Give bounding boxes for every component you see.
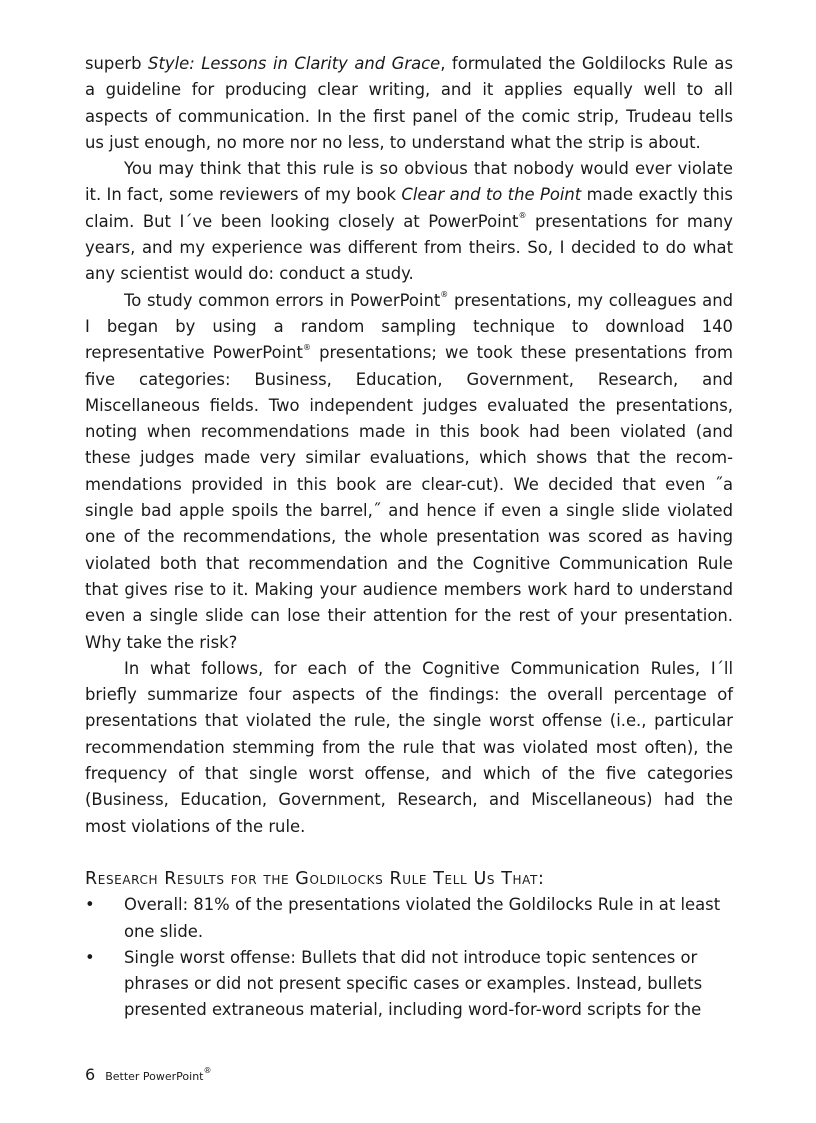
paragraph-3 xyxy=(85,288,733,656)
paragraph-2-text-middle: made exactly this claim. But I´ve been looking closely at PowerPoint xyxy=(85,185,733,231)
paragraph-4: In what follows, for each of the Cognitive Communication Rules, I´ll briefly summarize four aspects of the findings: the overall percentage of presentations that violated the rule, the single worst offense (i.e., particular recommendation stemming from the rule that was violated most often), the frequency of that single worst offense, and which of the five categories (Business, Education, Government, Research, and Miscellaneous) had the most violations of the rule. xyxy=(85,658,733,836)
paragraph-2 xyxy=(85,156,733,287)
page-footer xyxy=(85,1065,211,1084)
paragraph-3-text-start: To study common errors in PowerPoint xyxy=(124,290,441,310)
book-title-style: Style: Lessons in Clarity and Grace xyxy=(148,54,441,73)
page-number: 6 xyxy=(85,1065,96,1084)
registered-mark: ® xyxy=(518,211,527,221)
registered-mark: ® xyxy=(302,342,311,352)
registered-mark: ® xyxy=(203,1066,212,1076)
running-title: Better PowerPoint xyxy=(105,1070,204,1083)
results-bullet-list xyxy=(85,892,733,1023)
list-item xyxy=(85,945,733,1024)
body-text xyxy=(85,51,733,1024)
book-title-clear-point: Clear and to the Point xyxy=(401,185,582,205)
bullet-text: Single worst offense: Bullets that did not introduce topic sentences or phrases or did not present specific cases or examples. Instead, bullets presented extraneous material, including word-for-word scripts for the xyxy=(124,947,703,1020)
paragraph-1-text-start: superb xyxy=(85,54,149,73)
paragraph-2-text-end: presentations for many years, and my experience was different from theirs. So, I decided to do what any scientist would do: conduct a study. xyxy=(85,211,733,284)
registered-mark: ® xyxy=(440,290,449,300)
paragraph-1 xyxy=(85,51,733,156)
paragraph-2-text-start: You may think that this rule is so obvious that nobody would ever violate it. In fact, some reviewers of my book xyxy=(85,159,733,205)
paragraph-1-text-end: , formulated the Goldilocks Rule as a guideline for producing clear writing, and it applies equally well to all aspects of communication. In the first panel of the comic strip, Trudeau tells us just enough, no more nor no less, to understand what the strip is about. xyxy=(85,54,734,152)
section-heading: Research Results for the Goldilocks Rule Tell Us That: xyxy=(85,868,545,889)
bullet-icon: • xyxy=(85,895,95,915)
paragraph-3-text-end: presentations; we took these presentations from five categories: Business, Education, Government, Research, and Miscellaneous fields. Two independent judges evaluated the presentations, noting when recommendations made in this book had been violated (and these judges made very similar evaluations, which shows that the recommendations provided in this book are clear-cut). We decided that even ˝a single bad apple spoils the barrel,˝ and hence if even a single slide violated one of the recommendations, the whole presentation was scored as having violated both that recommendation and the Cognitive Communication Rule that gives rise to it. Making your audience members work hard to understand even a single slide can lose their attention for the rest of your presentation. Why take the risk? xyxy=(85,343,733,652)
bullet-icon: • xyxy=(85,947,95,967)
bullet-text: Overall: 81% of the presentations violated the Goldilocks Rule in at least one slide. xyxy=(124,895,721,941)
paragraph-3-text-middle: presentations, my colleagues and I began by using a random sampling technique to download 140 representative PowerPoint xyxy=(85,290,734,363)
list-item xyxy=(85,892,733,945)
